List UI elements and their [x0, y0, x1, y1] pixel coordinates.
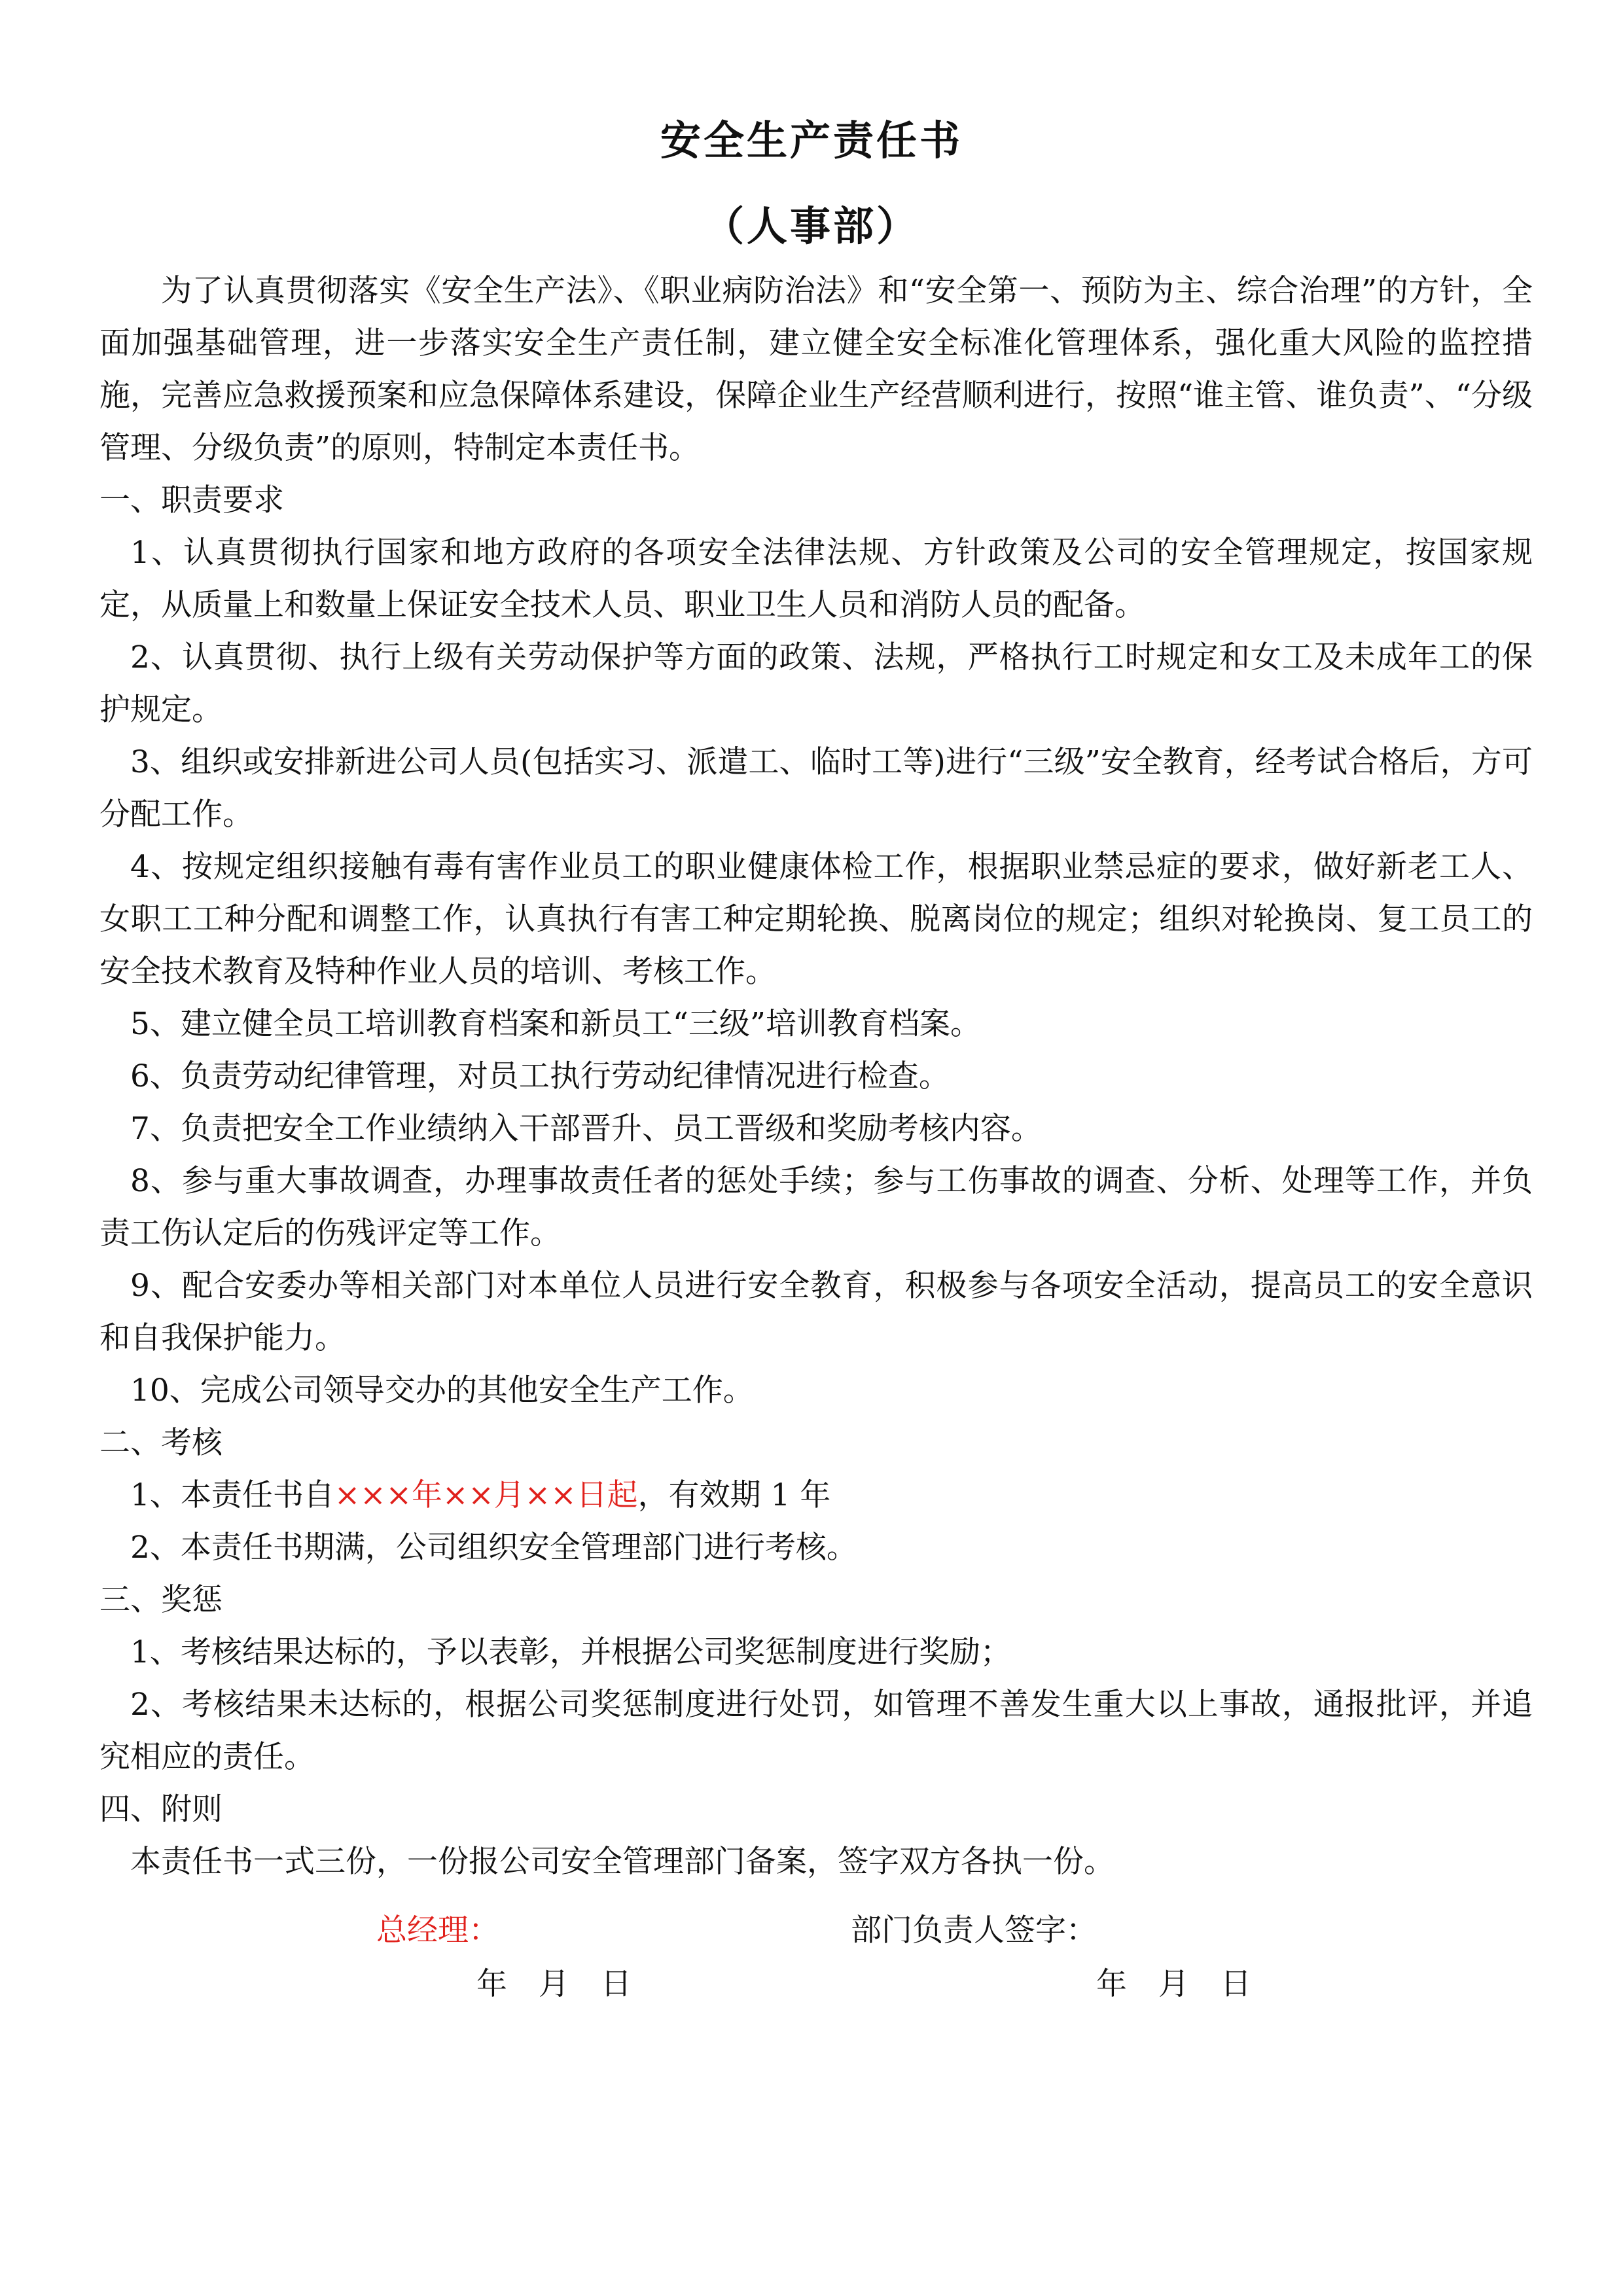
- department-head-date: [1096, 1958, 1283, 2011]
- duty-item-1: 1、认真贯彻执行国家和地方政府的各项安全法律法规、方针政策及公司的安全管理规定，按国家规定，从质量上和数量上保证安全技术人员、职业卫生人员和消防人员的配备。: [99, 535, 1533, 623]
- duty-item-3: 3、组织或安排新进公司人员(包括实习、派遣工、临时工等)进行“三级”安全教育，经考试合格后，方可分配工作。: [99, 744, 1533, 833]
- assessment-item-2: 2、本责任书期满，公司组织安全管理部门进行考核。: [130, 1530, 857, 1566]
- reward-item-2: 2、考核结果未达标的，根据公司奖惩制度进行处罚，如管理不善发生重大以上事故，通报批评，并追究相应的责任。: [99, 1687, 1533, 1775]
- gm-year-label: 年: [476, 1966, 507, 2002]
- general-manager-date: [476, 1958, 663, 2011]
- document-body: [99, 265, 1533, 1888]
- document-subtitle: （人事部）: [703, 202, 919, 250]
- gm-day-label: 日: [601, 1966, 632, 2002]
- dh-month-label: 月: [1158, 1966, 1189, 2002]
- duty-item-7: 7、负责把安全工作业绩纳入干部晋升、员工晋级和奖励考核内容。: [130, 1111, 1042, 1147]
- duty-item-10: 10、完成公司领导交办的其他安全生产工作。: [130, 1372, 754, 1408]
- general-manager-label: 总经理：: [376, 1912, 499, 1948]
- reward-item-1: 1、考核结果达标的，予以表彰，并根据公司奖惩制度进行奖励；: [130, 1634, 1011, 1670]
- dh-year-label: 年: [1096, 1966, 1127, 2002]
- section-heading-duties: 一、职责要求: [99, 482, 284, 518]
- duty-item-4: 4、按规定组织接触有毒有害作业员工的职业健康体检工作，根据职业禁忌症的要求，做好新老工人、女职工工种分配和调整工作，认真执行有害工种定期轮换、脱离岗位的规定；组织对轮换岗、复工员工的安全技术教育及特种作业人员的培训、考核工作。: [99, 849, 1533, 990]
- document-title: 安全生产责任书: [660, 117, 963, 164]
- duty-item-2: 2、认真贯彻、执行上级有关劳动保护等方面的政策、法规，严格执行工时规定和女工及未成年工的保护规定。: [99, 639, 1533, 728]
- assessment-item-1-suffix: ，有效期 1 年: [637, 1477, 831, 1513]
- duty-item-5: 5、建立健全员工培训教育档案和新员工“三级”培训教育档案。: [130, 1006, 981, 1042]
- assessment-item-1: [99, 1469, 1533, 1522]
- section-heading-assessment: 二、考核: [99, 1425, 223, 1461]
- duty-item-9: 9、配合安委办等相关部门对本单位人员进行安全教育，积极参与各项安全活动，提高员工的安全意识和自我保护能力。: [99, 1268, 1533, 1356]
- validity-start-date: ×××年××月××日起: [334, 1477, 638, 1513]
- section-heading-rewards: 三、奖惩: [99, 1582, 223, 1618]
- supplementary-text: 本责任书一式三份，一份报公司安全管理部门备案，签字双方各执一份。: [130, 1844, 1115, 1880]
- intro-paragraph: 为了认真贯彻落实《安全生产法》、《职业病防治法》和“安全第一、预防为主、综合治理”的方针，全面加强基础管理，进一步落实安全生产责任制，建立健全安全标准化管理体系，强化重大风险的监控措施，完善应急救援预案和应急保障体系建设，保障企业生产经营顺利进行，按照“谁主管、谁负责”、“分级管理、分级负责”的原则，特制定本责任书。: [99, 273, 1533, 466]
- gm-month-label: 月: [539, 1966, 569, 2002]
- duty-item-8: 8、参与重大事故调查，办理事故责任者的惩处手续；参与工伤事故的调查、分析、处理等工作，并负责工伤认定后的伤残评定等工作。: [99, 1163, 1533, 1251]
- assessment-item-1-prefix: 1、本责任书自: [130, 1477, 334, 1513]
- duty-item-6: 6、负责劳动纪律管理，对员工执行劳动纪律情况进行检查。: [130, 1058, 950, 1094]
- department-head-signature-label: 部门负责人签字：: [851, 1912, 1097, 1948]
- dh-day-label: 日: [1221, 1966, 1251, 2002]
- section-heading-supplementary: 四、附则: [99, 1791, 223, 1827]
